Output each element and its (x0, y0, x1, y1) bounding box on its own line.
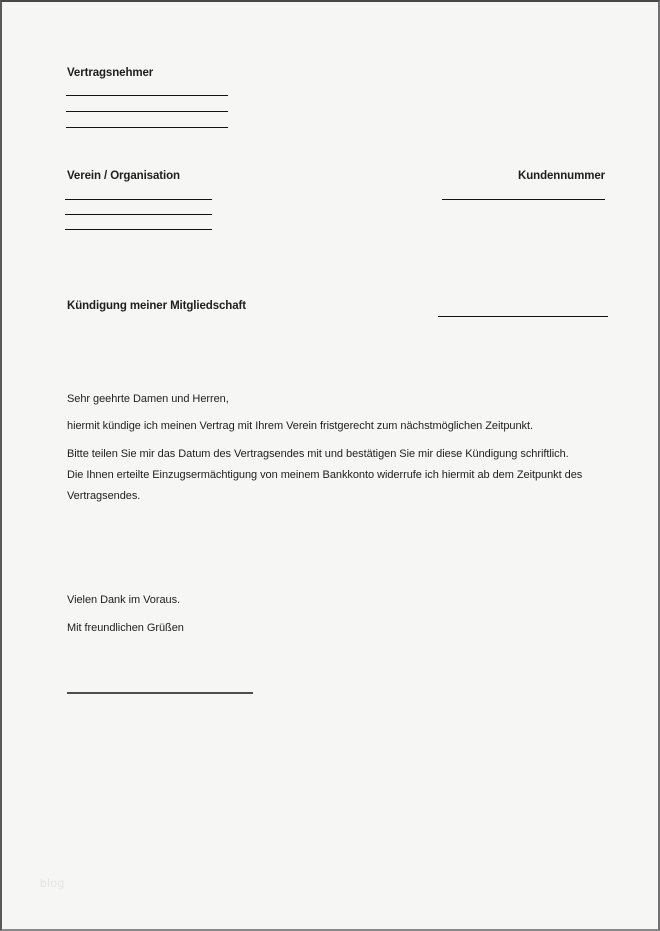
paragraph-1-line-1: hiermit kündige ich meinen Vertrag mit Ihrem Verein fristgerecht zum nächstmöglichen Zeitpunkt. (67, 420, 534, 432)
watermark-text: blog (40, 876, 65, 890)
organisation-fill-line-2 (65, 214, 212, 215)
thanks-line: Vielen Dank im Voraus. (67, 594, 181, 606)
date-fill-line (438, 316, 608, 317)
paragraph-2-line-3: Vertragsendes. (67, 490, 141, 502)
recipient-fill-line-3 (66, 127, 228, 128)
closing-line: Mit freundlichen Grüßen (67, 622, 184, 634)
salutation: Sehr geehrte Damen und Herren, (67, 393, 229, 405)
organisation-fill-line-1 (65, 199, 212, 200)
recipient-label: Vertragsnehmer (67, 67, 154, 79)
paragraph-2 (67, 444, 582, 507)
signature-fill-line (67, 692, 253, 694)
recipient-fill-line-1 (66, 95, 228, 96)
paragraph-2-line-2: Die Ihnen erteilte Einzugsermächtigung von meinem Bankkonto widerrufe ich hiermit ab dem Zeitpunkt des (67, 469, 583, 481)
customer-number-fill-line (442, 199, 605, 200)
subject-label: Kündigung meiner Mitgliedschaft (67, 300, 246, 312)
customer-number-label: Kundennummer (518, 170, 605, 182)
recipient-fill-line-2 (66, 111, 228, 112)
paragraph-2-line-1: Bitte teilen Sie mir das Datum des Vertragsendes mit und bestätigen Sie mir diese Kündigung schriftlich. (67, 448, 569, 460)
organisation-label: Verein / Organisation (67, 170, 180, 182)
organisation-fill-line-3 (65, 229, 212, 230)
